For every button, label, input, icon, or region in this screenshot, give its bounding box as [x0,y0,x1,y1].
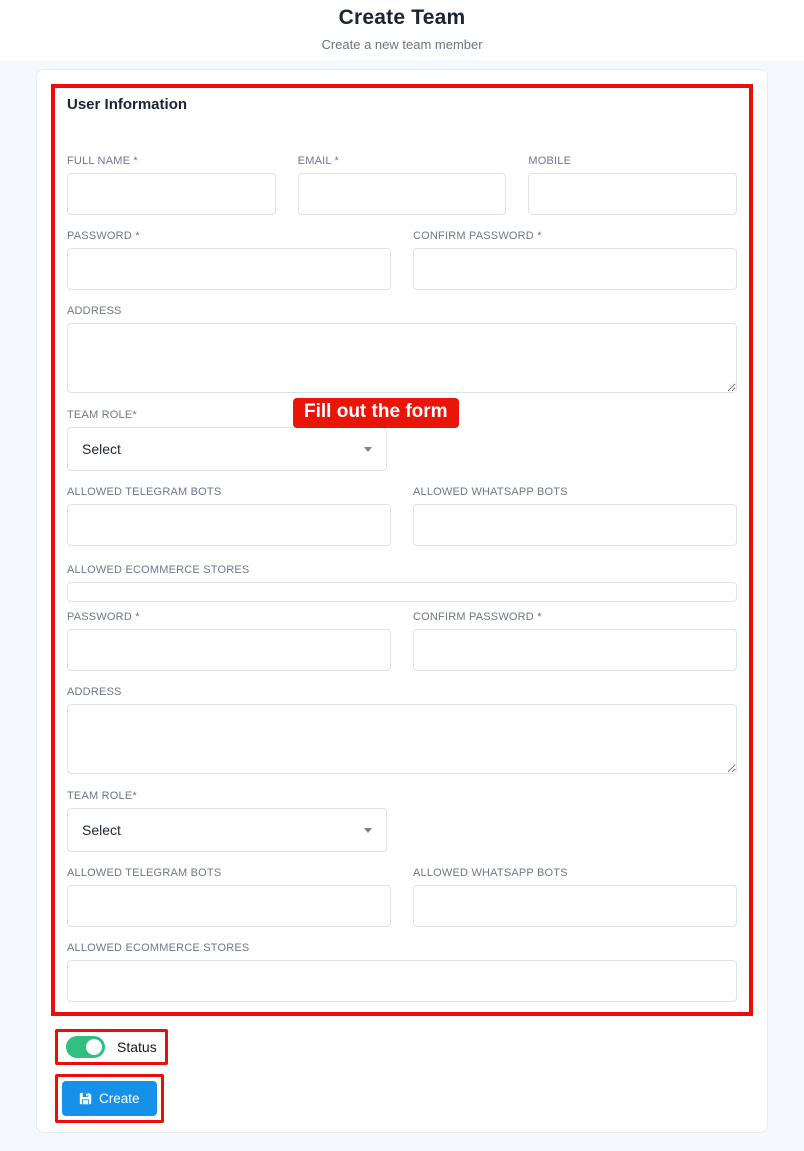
section-heading: User Information [67,96,188,113]
main-content [0,60,804,1151]
team-role-select-2[interactable] [67,808,387,852]
team-role-field-2 [67,790,387,852]
fill-form-annotation: Fill out the form [293,398,459,428]
chevron-down-icon [364,828,372,833]
address-row-2 [67,686,737,774]
team-role-value-1: Select [82,441,121,457]
telegram-bots-input-2[interactable] [67,885,391,927]
status-label: Status [117,1039,157,1055]
confirm-password-label-1: CONFIRM PASSWORD * [413,230,542,242]
password-field-1 [67,230,391,290]
ecommerce-stores-field-2 [67,942,737,1002]
mobile-input[interactable] [528,173,737,215]
email-field [298,155,507,215]
password-row-1 [67,230,737,290]
telegram-bots-field-1 [67,486,391,546]
mobile-label: MOBILE [528,155,572,167]
user-information-section [51,84,753,1016]
whatsapp-bots-label-1: ALLOWED WHATSAPP BOTS [413,486,568,498]
create-button-label: Create [99,1091,140,1106]
telegram-bots-input-1[interactable] [67,504,391,546]
bots-row-2 [67,867,737,927]
team-role-select-1[interactable] [67,427,387,471]
status-toggle[interactable] [66,1036,105,1058]
whatsapp-bots-input-2[interactable] [413,885,737,927]
create-team-card [36,69,768,1133]
bots-row-1 [67,486,737,546]
password-field-2 [67,611,391,671]
whatsapp-bots-label-2: ALLOWED WHATSAPP BOTS [413,867,568,879]
chevron-down-icon [364,447,372,452]
toggle-knob [86,1039,102,1055]
team-role-row-2 [67,790,737,852]
telegram-bots-label-2: ALLOWED TELEGRAM BOTS [67,867,222,879]
create-team-form [67,155,737,1002]
confirm-password-field-2 [413,611,737,671]
ecommerce-stores-input-2[interactable] [67,960,737,1002]
ecommerce-row-1 [67,564,737,602]
email-input[interactable] [298,173,507,215]
ecommerce-stores-label-1: ALLOWED ECOMMERCE STORES [67,564,250,576]
full-name-field [67,155,276,215]
page-title: Create Team [338,6,466,29]
email-label: EMAIL * [297,155,340,167]
address-field-1 [67,305,737,393]
confirm-password-input-2[interactable] [413,629,737,671]
telegram-bots-label-1: ALLOWED TELEGRAM BOTS [67,486,222,498]
full-name-input[interactable] [67,173,276,215]
password-input-2[interactable] [67,629,391,671]
ecommerce-row-2 [67,942,737,1002]
confirm-password-label-2: CONFIRM PASSWORD * [413,611,542,623]
password-input-1[interactable] [67,248,391,290]
name-email-mobile-row [67,155,737,215]
address-field-2 [67,686,737,774]
save-icon [79,1092,92,1105]
page-subtitle: Create a new team member [321,37,483,52]
password-row-2 [67,611,737,671]
ecommerce-stores-input-1[interactable] [67,582,737,602]
ecommerce-stores-label-2: ALLOWED ECOMMERCE STORES [67,942,250,954]
page-header [0,0,804,60]
ecommerce-stores-field-1 [67,564,737,602]
password-label-2: PASSWORD * [67,611,140,623]
password-label-1: PASSWORD * [67,230,140,242]
address-textarea-1[interactable] [67,323,737,393]
team-role-label-2: TEAM ROLE* [67,790,137,802]
mobile-field [528,155,737,215]
address-label-2: ADDRESS [67,686,122,698]
create-button-annotation [55,1074,164,1123]
address-label-1: ADDRESS [67,305,122,317]
create-button[interactable] [62,1081,157,1116]
address-row-1 [67,305,737,393]
team-role-value-2: Select [82,822,121,838]
confirm-password-input-1[interactable] [413,248,737,290]
confirm-password-field-1 [413,230,737,290]
status-toggle-annotation [55,1029,168,1065]
full-name-label: FULL NAME * [67,155,138,167]
whatsapp-bots-input-1[interactable] [413,504,737,546]
address-textarea-2[interactable] [67,704,737,774]
whatsapp-bots-field-2 [413,867,737,927]
whatsapp-bots-field-1 [413,486,737,546]
team-role-label-1: TEAM ROLE* [67,409,137,421]
telegram-bots-field-2 [67,867,391,927]
